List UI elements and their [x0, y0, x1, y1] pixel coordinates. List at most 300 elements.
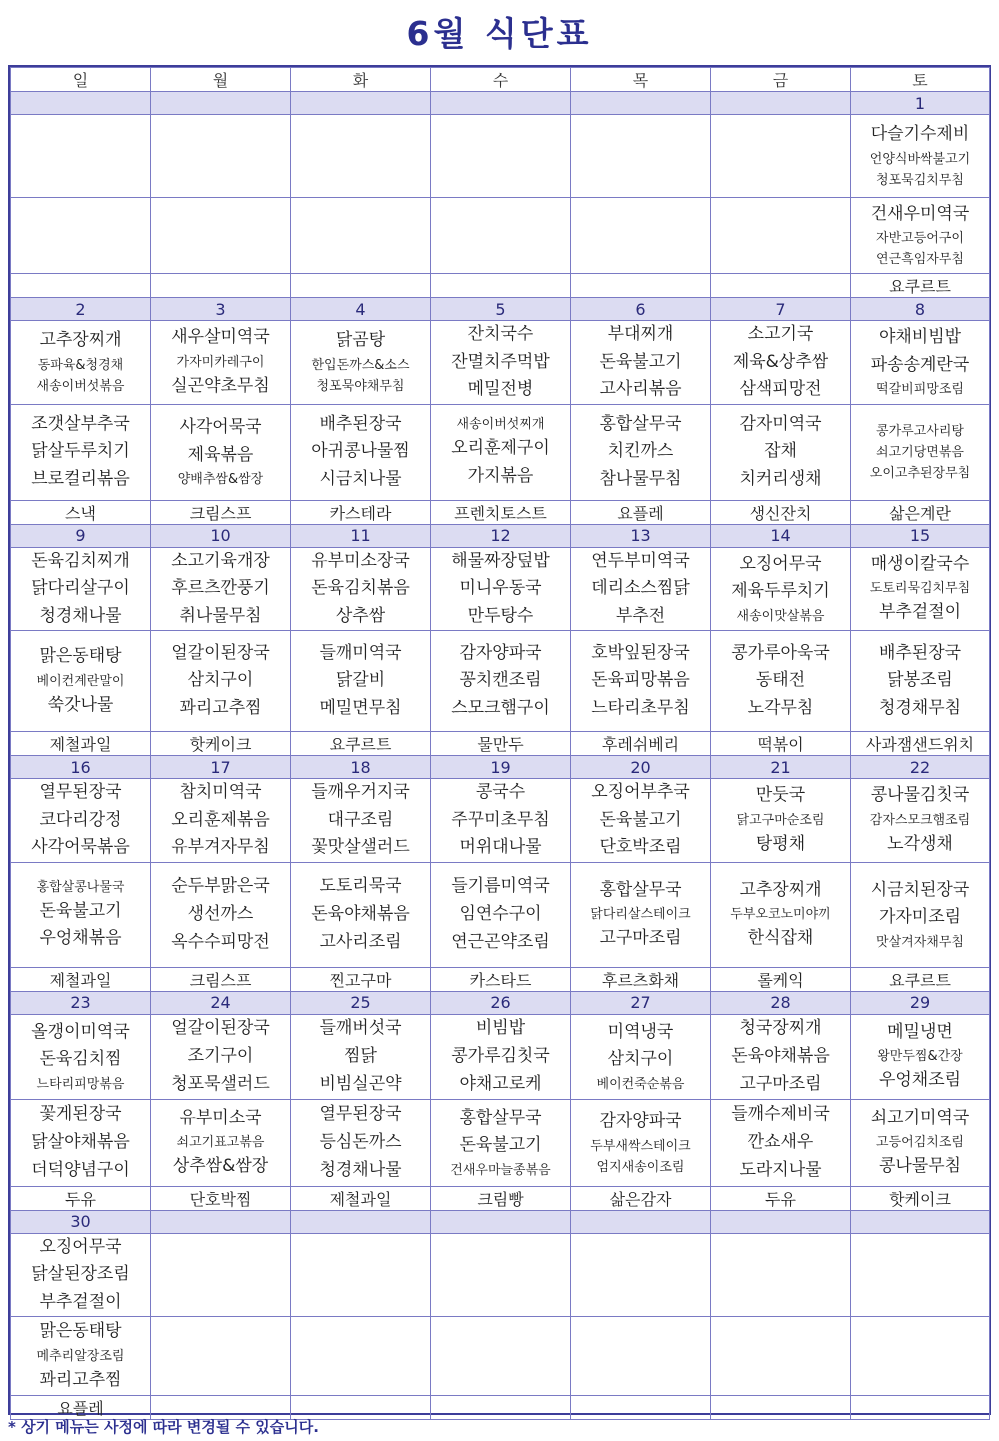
menu-item: 청포묵야채무침: [316, 379, 405, 395]
day-number: 24: [151, 991, 291, 1014]
menu-item: 비빔실곤약: [319, 1073, 402, 1094]
menu-item: 후르츠깐풍기: [171, 578, 270, 599]
menu-item: 찜닭: [344, 1046, 377, 1067]
lunch-cell: [151, 115, 291, 198]
lunch-cell: [151, 321, 291, 405]
menu-item: 콩나물김칫국: [870, 785, 970, 806]
menu-item: 메밀면무침: [319, 697, 402, 718]
weekday-header-row: [11, 68, 990, 92]
dinner-cell: [571, 1317, 711, 1396]
menu-item: 감자미역국: [739, 413, 822, 434]
menu-item: 메밀냉면: [887, 1021, 953, 1042]
dinner-row: [11, 631, 990, 732]
lunch-cell: [151, 1014, 291, 1099]
menu-item: 쑥갓나물: [47, 694, 114, 715]
lunch-cell: [711, 321, 851, 405]
day-number: [291, 92, 431, 115]
snack-cell: 제철과일: [11, 967, 151, 991]
day-number: [151, 1210, 291, 1233]
menu-item: 돈육야채볶음: [311, 904, 410, 925]
snack-cell: [571, 274, 711, 298]
dinner-cell: [571, 862, 711, 967]
menu-item: 닭살야채볶음: [31, 1132, 130, 1153]
day-number: [291, 1210, 431, 1233]
snack-cell: 제철과일: [291, 1186, 431, 1210]
menu-item: 참치미역국: [179, 782, 262, 803]
day-number: [11, 92, 151, 115]
menu-item: 닭살두루치기: [31, 441, 130, 462]
snack-cell: 롤케익: [711, 967, 851, 991]
menu-item: 깐쇼새우: [747, 1132, 814, 1153]
menu-item: 도토리묵국: [319, 876, 402, 897]
menu-item: 상추쌈&쌈장: [172, 1156, 269, 1177]
menu-item: 해물짜장덮밥: [451, 550, 550, 571]
menu-item: 콩국수: [475, 782, 526, 803]
lunch-cell: [571, 115, 711, 198]
dinner-cell: [851, 1317, 990, 1396]
menu-item: 맑은동태탕: [39, 646, 122, 667]
day-number: 27: [571, 991, 711, 1014]
menu-item: 양배추쌈&쌈장: [177, 472, 264, 488]
day-number-row: [11, 92, 990, 115]
menu-item: 부추전: [615, 605, 666, 626]
menu-item: 사각어묵국: [179, 417, 262, 438]
snack-cell: 요쿠르트: [291, 732, 431, 756]
dinner-cell: [291, 862, 431, 967]
lunch-cell: [291, 115, 431, 198]
lunch-cell: [431, 1233, 571, 1317]
snack-cell: 프렌치토스트: [431, 500, 571, 524]
menu-item: 참나물무침: [599, 468, 682, 489]
lunch-cell: [851, 547, 990, 631]
menu-item: 돈육불고기: [599, 351, 682, 372]
day-number: 10: [151, 524, 291, 547]
snack-cell: 떡볶이: [711, 732, 851, 756]
weekday-header: 목: [571, 68, 711, 92]
menu-item: 맑은동태탕: [39, 1321, 122, 1342]
snack-cell: [11, 274, 151, 298]
menu-item: 가지볶음: [467, 465, 534, 486]
day-number: 28: [711, 991, 851, 1014]
snack-cell: [291, 274, 431, 298]
menu-item: 옥수수피망전: [171, 931, 270, 952]
menu-item: 파송송계란국: [870, 354, 970, 375]
lunch-cell: [571, 1014, 711, 1099]
dinner-cell: [151, 1317, 291, 1396]
day-number: 5: [431, 298, 571, 321]
menu-item: 닭다리살스테이크: [590, 907, 691, 923]
day-number: 21: [711, 756, 851, 779]
dinner-cell: [711, 631, 851, 732]
lunch-cell: [11, 779, 151, 863]
menu-item: 닭다리살구이: [31, 578, 130, 599]
dinner-cell: [711, 198, 851, 274]
lunch-cell: [711, 779, 851, 863]
menu-item: 들깨수제비국: [731, 1104, 830, 1125]
menu-item: 배추된장국: [319, 413, 402, 434]
lunch-row: [11, 1014, 990, 1099]
day-number: 20: [571, 756, 711, 779]
menu-item: 오리훈제구이: [451, 438, 550, 459]
menu-item: 다슬기수제비: [870, 124, 970, 145]
menu-item: 감자양파국: [599, 1110, 682, 1131]
snack-cell: 요플레: [11, 1396, 151, 1420]
lunch-cell: [571, 779, 711, 863]
menu-item: 단호박조림: [599, 837, 682, 858]
snack-cell: 두유: [11, 1186, 151, 1210]
menu-item: 들깨우거지국: [311, 782, 410, 803]
lunch-cell: [711, 547, 851, 631]
menu-item: 올갱이미역국: [31, 1021, 130, 1042]
lunch-row: [11, 779, 990, 863]
day-number: [711, 1210, 851, 1233]
menu-item: 고사리조림: [319, 931, 402, 952]
lunch-cell: [291, 547, 431, 631]
dinner-cell: [11, 198, 151, 274]
menu-item: 베이컨계란말이: [36, 673, 125, 689]
menu-item: 가자미카레구이: [176, 354, 265, 370]
snack-cell: [711, 1396, 851, 1420]
lunch-cell: [851, 1233, 990, 1317]
menu-item: 미니우동국: [459, 578, 542, 599]
day-number: 22: [851, 756, 990, 779]
snack-cell: 사과잼샌드위치: [851, 732, 990, 756]
menu-item: 주꾸미초무침: [451, 809, 550, 830]
menu-item: 부대찌개: [607, 324, 674, 344]
dinner-cell: [431, 1317, 571, 1396]
snack-cell: [851, 1396, 990, 1420]
menu-item: 연두부미역국: [591, 550, 690, 571]
menu-item: 들기름미역국: [451, 876, 550, 897]
menu-item: 얼갈이된장국: [171, 642, 270, 663]
menu-item: 잔치국수: [467, 324, 534, 344]
meal-calendar: [8, 65, 991, 1419]
menu-item: 오리훈제볶음: [171, 809, 270, 830]
menu-item: 삼치구이: [187, 670, 254, 691]
snack-cell: 제철과일: [11, 732, 151, 756]
snack-cell: 후르츠화채: [571, 967, 711, 991]
day-number-row: [11, 1210, 990, 1233]
lunch-cell: [11, 547, 151, 631]
lunch-cell: [711, 115, 851, 198]
menu-item: 청경채무침: [878, 697, 962, 718]
menu-item: 등심돈까스: [319, 1132, 402, 1153]
dinner-cell: [291, 198, 431, 274]
snack-cell: 크림스프: [151, 967, 291, 991]
lunch-cell: [571, 547, 711, 631]
lunch-cell: [851, 115, 990, 198]
day-number: 13: [571, 524, 711, 547]
day-number: 9: [11, 524, 151, 547]
lunch-cell: [151, 779, 291, 863]
menu-item: 메추리알장조림: [36, 1348, 125, 1364]
menu-item: 돈육불고기: [39, 900, 122, 921]
lunch-cell: [431, 779, 571, 863]
menu-item: 새송이맛살볶음: [736, 608, 825, 624]
weekday-header: 수: [431, 68, 571, 92]
menu-item: 맛살겨자채무침: [876, 934, 964, 950]
menu-item: 임연수구이: [459, 904, 542, 925]
dinner-cell: [711, 404, 851, 500]
dinner-cell: [711, 1099, 851, 1186]
menu-item: 돈육김치볶음: [311, 578, 410, 599]
snack-row: [11, 967, 990, 991]
lunch-cell: [431, 547, 571, 631]
menu-item: 호박잎된장국: [591, 642, 690, 663]
dinner-cell: [291, 631, 431, 732]
day-number: 25: [291, 991, 431, 1014]
menu-item: 청경채나물: [39, 605, 122, 626]
menu-item: 메밀전병: [467, 379, 534, 400]
menu-item: 치커리생채: [739, 468, 822, 489]
snack-cell: 단호박찜: [151, 1186, 291, 1210]
menu-item: 코다리강정: [39, 809, 122, 830]
day-number: 18: [291, 756, 431, 779]
lunch-cell: [291, 1014, 431, 1099]
menu-item: 느타리초무침: [591, 697, 690, 718]
lunch-cell: [11, 321, 151, 405]
menu-item: 우엉채볶음: [39, 928, 122, 949]
menu-item: 홍합살무국: [459, 1107, 542, 1128]
menu-item: 삼색피망전: [739, 379, 822, 400]
dinner-cell: [11, 631, 151, 732]
menu-item: 더덕양념구이: [31, 1159, 130, 1180]
dinner-cell: [431, 198, 571, 274]
dinner-row: [11, 1317, 990, 1396]
lunch-cell: [851, 779, 990, 863]
snack-cell: 생신잔치: [711, 500, 851, 524]
menu-item: 오징어무국: [39, 1236, 122, 1257]
menu-item: 홍합살무국: [599, 879, 682, 900]
menu-item: 건새우미역국: [870, 203, 970, 224]
menu-item: 새송이버섯볶음: [36, 379, 125, 395]
day-number: 3: [151, 298, 291, 321]
snack-cell: 삶은계란: [851, 500, 990, 524]
snack-row: [11, 1186, 990, 1210]
menu-item: 야채고로케: [459, 1073, 542, 1094]
menu-item: 꽁치캔조림: [459, 670, 542, 691]
dinner-cell: [11, 404, 151, 500]
weekday-header: 월: [151, 68, 291, 92]
snack-cell: [151, 274, 291, 298]
weekday-header: 금: [711, 68, 851, 92]
menu-item: 도라지나물: [739, 1159, 822, 1180]
menu-item: 콩가루아욱국: [731, 642, 830, 663]
lunch-cell: [851, 1014, 990, 1099]
snack-cell: 물만두: [431, 732, 571, 756]
menu-item: 쇠고기당면볶음: [876, 444, 964, 460]
day-number: 14: [711, 524, 851, 547]
menu-item: 닭고구마순조림: [736, 812, 825, 828]
lunch-cell: [291, 321, 431, 405]
menu-item: 고구마조림: [599, 928, 682, 949]
dinner-cell: [851, 631, 990, 732]
menu-item: 엄지새송이조림: [596, 1159, 685, 1175]
dinner-cell: [151, 631, 291, 732]
menu-item: 순두부맑은국: [171, 876, 270, 897]
lunch-cell: [431, 115, 571, 198]
dinner-row: [11, 198, 990, 274]
dinner-cell: [851, 862, 990, 967]
menu-item: 조갯살부추국: [31, 413, 130, 434]
dinner-cell: [291, 1099, 431, 1186]
dinner-cell: [571, 198, 711, 274]
menu-item: 가자미조림: [878, 907, 962, 928]
snack-cell: 핫케이크: [851, 1186, 990, 1210]
menu-item: 오징어부추국: [591, 782, 690, 803]
menu-item: 떡갈비피망조림: [876, 382, 964, 398]
lunch-row: [11, 1233, 990, 1317]
lunch-cell: [431, 321, 571, 405]
snack-row: [11, 274, 990, 298]
menu-item: 제육볶음: [187, 444, 254, 465]
menu-item: 취나물무침: [179, 605, 262, 626]
menu-item: 열무된장국: [319, 1104, 402, 1125]
menu-item: 만둣국: [755, 785, 806, 806]
day-number: 11: [291, 524, 431, 547]
snack-cell: 후레쉬베리: [571, 732, 711, 756]
lunch-row: [11, 547, 990, 631]
day-number: 1: [851, 92, 990, 115]
lunch-row: [11, 115, 990, 198]
menu-item: 고구마조림: [739, 1073, 822, 1094]
menu-item: 사각어묵볶음: [31, 837, 130, 858]
day-number: 15: [851, 524, 990, 547]
day-number: 30: [11, 1210, 151, 1233]
menu-item: 돈육야채볶음: [731, 1046, 830, 1067]
snack-cell: 핫케이크: [151, 732, 291, 756]
menu-item: 시금치나물: [319, 468, 402, 489]
menu-item: 얼갈이된장국: [171, 1018, 270, 1039]
menu-item: 베이컨죽순볶음: [596, 1076, 685, 1092]
menu-item: 닭봉조림: [887, 670, 953, 691]
menu-item: 아귀콩나물찜: [311, 441, 410, 462]
menu-item: 꽃게된장국: [39, 1104, 122, 1125]
menu-item: 도토리묵김치무침: [869, 581, 971, 597]
menu-item: 스모크햄구이: [451, 697, 550, 718]
lunch-cell: [851, 321, 990, 405]
menu-item: 제육&상추쌈: [732, 351, 829, 372]
menu-item: 오이고추된장무침: [869, 465, 971, 481]
dinner-cell: [151, 404, 291, 500]
dinner-cell: [291, 1317, 431, 1396]
menu-item: 돈육불고기: [459, 1135, 542, 1156]
menu-item: 부추겉절이: [39, 1291, 122, 1312]
snack-row: [11, 500, 990, 524]
menu-item: 돈육김치찌개: [31, 550, 130, 571]
day-number-row: [11, 524, 990, 547]
dinner-cell: [571, 1099, 711, 1186]
day-number: [711, 92, 851, 115]
snack-cell: 카스타드: [431, 967, 571, 991]
snack-cell: 스낵: [11, 500, 151, 524]
menu-item: 매생이칼국수: [870, 553, 970, 574]
page-title: 6월 식단표: [406, 14, 593, 53]
day-number: 23: [11, 991, 151, 1014]
weekday-header: 화: [291, 68, 431, 92]
day-number: [151, 92, 291, 115]
day-number-row: [11, 991, 990, 1014]
menu-item: 배추된장국: [878, 642, 962, 663]
lunch-cell: [571, 321, 711, 405]
dinner-cell: [851, 198, 990, 274]
menu-item: 돈육김치찜: [39, 1049, 122, 1070]
menu-item: 콩나물무침: [878, 1156, 962, 1177]
dinner-cell: [431, 631, 571, 732]
menu-item: 고등어김치조림: [876, 1135, 964, 1151]
snack-cell: [571, 1396, 711, 1420]
snack-row: [11, 732, 990, 756]
snack-cell: [711, 274, 851, 298]
footnote: * 상기 메뉴는 사정에 따라 변경될 수 있습니다.: [8, 1418, 319, 1436]
menu-item: 느타리피망볶음: [36, 1076, 125, 1092]
menu-item: 만두탕수: [467, 605, 534, 626]
dinner-cell: [151, 862, 291, 967]
day-number: 12: [431, 524, 571, 547]
menu-item: 홍합살무국: [599, 413, 682, 434]
lunch-cell: [291, 779, 431, 863]
menu-item: 부추겉절이: [878, 602, 962, 623]
menu-item: 유부미소국: [179, 1107, 262, 1128]
lunch-cell: [151, 1233, 291, 1317]
menu-item: 고추장찌개: [739, 879, 822, 900]
dinner-cell: [571, 404, 711, 500]
menu-item: 생선까스: [187, 904, 254, 925]
menu-item: 감자양파국: [459, 642, 542, 663]
dinner-cell: [151, 1099, 291, 1186]
calendar-table: [10, 67, 990, 1420]
menu-item: 꽃맛살샐러드: [311, 837, 410, 858]
day-number: 16: [11, 756, 151, 779]
menu-item: 브로컬리볶음: [31, 468, 130, 489]
menu-item: 제육두루치기: [731, 581, 830, 602]
menu-item: 잔멸치주먹밥: [451, 351, 550, 372]
menu-item: 돈육피망볶음: [591, 670, 690, 691]
menu-item: 들깨버섯국: [319, 1018, 402, 1039]
menu-item: 청국장찌개: [739, 1018, 822, 1039]
snack-cell: 삶은감자: [571, 1186, 711, 1210]
menu-item: 한입돈까스&소스: [311, 358, 410, 374]
menu-item: 동태전: [755, 670, 806, 691]
menu-item: 콩가루고사리탕: [876, 423, 964, 439]
menu-item: 삼치구이: [607, 1049, 674, 1070]
lunch-cell: [11, 1233, 151, 1317]
menu-item: 꽈리고추찜: [179, 697, 262, 718]
menu-item: 언양식바싹불고기: [869, 151, 971, 167]
dinner-cell: [571, 631, 711, 732]
menu-item: 쇠고기미역국: [870, 1107, 970, 1128]
dinner-cell: [851, 404, 990, 500]
menu-item: 미역냉국: [607, 1021, 674, 1042]
day-number: 6: [571, 298, 711, 321]
dinner-cell: [851, 1099, 990, 1186]
dinner-row: [11, 862, 990, 967]
menu-item: 데리소스찜닭: [591, 578, 690, 599]
menu-item: 우엉채조림: [878, 1070, 962, 1091]
snack-cell: 요쿠르트: [851, 967, 990, 991]
dinner-cell: [431, 1099, 571, 1186]
dinner-cell: [431, 862, 571, 967]
snack-cell: 요플레: [571, 500, 711, 524]
menu-item: 소고기국: [747, 324, 814, 344]
snack-cell: [431, 1396, 571, 1420]
menu-item: 쇠고기표고볶음: [176, 1135, 265, 1151]
menu-item: 연근흑임자무침: [876, 252, 964, 268]
day-number: [431, 1210, 571, 1233]
dinner-cell: [11, 862, 151, 967]
snack-cell: 찐고구마: [291, 967, 431, 991]
day-number: [431, 92, 571, 115]
